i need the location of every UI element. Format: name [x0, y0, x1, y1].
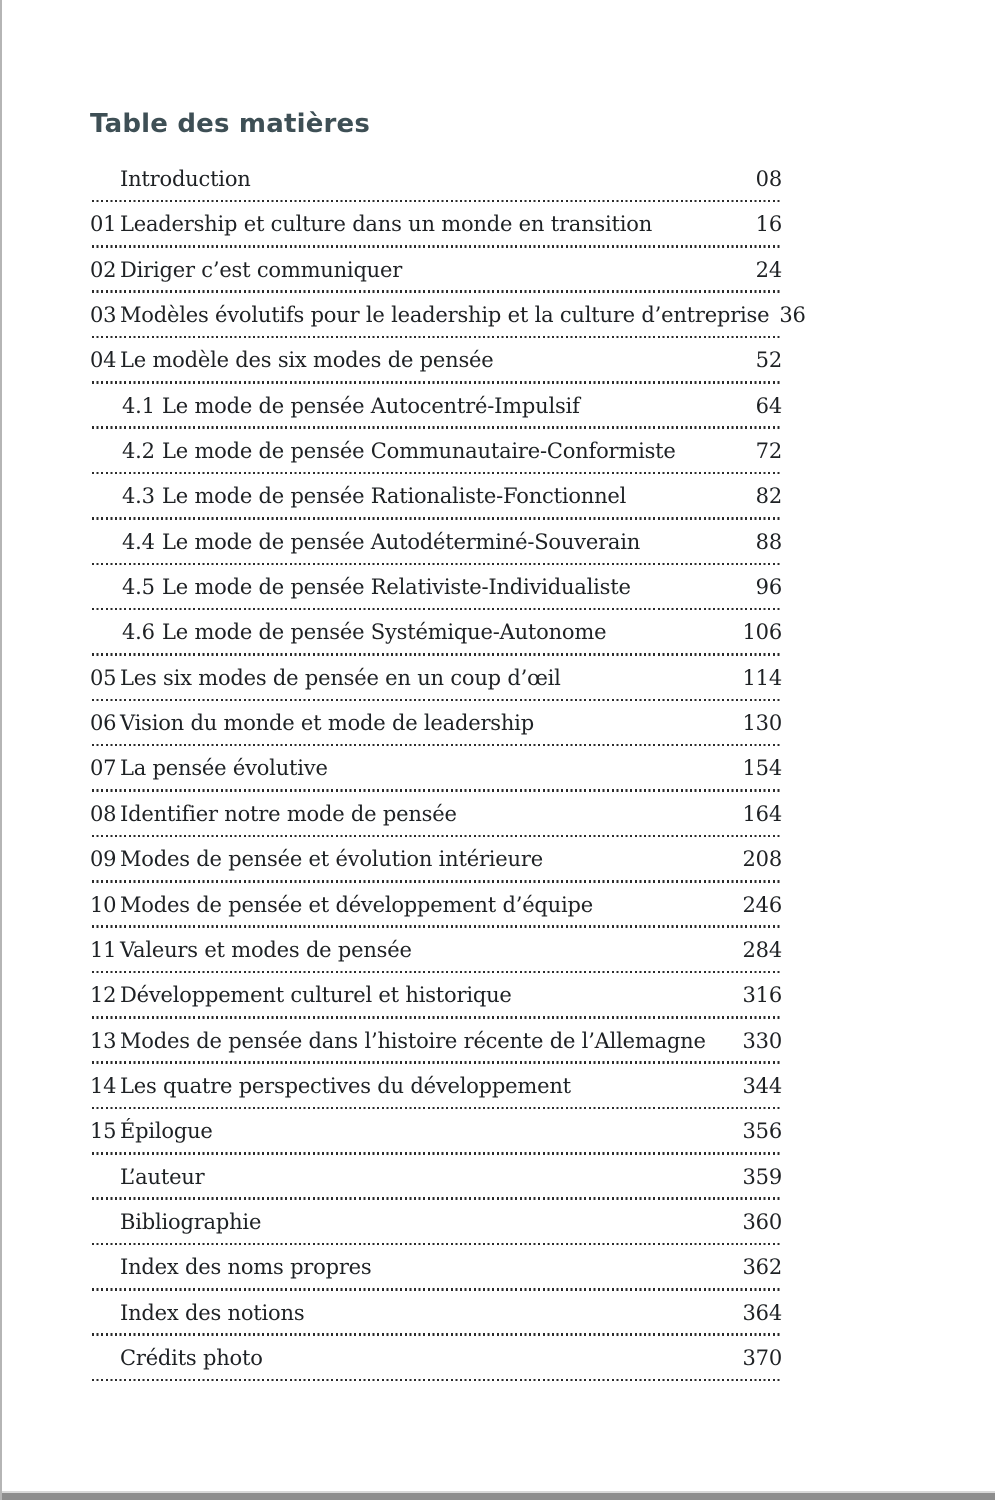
toc-entry-page: 36: [779, 303, 806, 328]
toc-entry-label: Le mode de pensée Relativiste-Individualiste: [162, 575, 631, 600]
toc-row[interactable]: [90, 294, 806, 339]
toc-entry-page: 24: [755, 257, 782, 282]
toc-entry-page: 356: [742, 1119, 782, 1144]
toc-entry-line: [90, 1301, 782, 1325]
toc-entry-label: Bibliographie: [120, 1209, 262, 1234]
dotted-leader: [92, 1061, 782, 1064]
toc-entry-page: 72: [755, 439, 782, 464]
toc-entry-label: Modes de pensée et évolution intérieure: [120, 847, 543, 872]
toc-entry-line: [90, 802, 782, 826]
toc-row[interactable]: [90, 1110, 782, 1155]
toc-entry-label: Leadership et culture dans un monde en transition: [120, 212, 653, 237]
toc-entry-line: [90, 938, 782, 962]
toc-entry-number: 08: [90, 801, 117, 826]
toc-entry-page: 364: [742, 1300, 782, 1325]
toc-entry-label: Modes de pensée dans l’histoire récente de l’Allemagne: [120, 1028, 706, 1053]
dotted-leader: [92, 1107, 782, 1110]
dotted-leader: [92, 1152, 782, 1155]
toc-row[interactable]: [90, 793, 782, 838]
toc-list: [90, 158, 806, 1382]
toc-entry-line: [90, 575, 782, 599]
toc-entry-line: [90, 1210, 782, 1234]
dotted-leader: [92, 1197, 782, 1200]
toc-entry-number: 02: [90, 257, 117, 282]
toc-entry-number: 06: [90, 711, 117, 736]
dotted-leader: [92, 744, 782, 747]
toc-row[interactable]: [90, 1201, 782, 1246]
toc-row[interactable]: [90, 521, 782, 566]
toc-entry-page: 52: [755, 348, 782, 373]
toc-entry-line: [90, 167, 782, 191]
toc-entry-number: 15: [90, 1119, 117, 1144]
dotted-leader: [92, 381, 782, 384]
toc-entry-page: 360: [742, 1209, 782, 1234]
toc-entry-page: 208: [742, 847, 782, 872]
toc-entry-label: Le mode de pensée Rationaliste-Fonctionnel: [162, 484, 627, 509]
toc-entry-page: 16: [755, 212, 782, 237]
toc-entry-label: La pensée évolutive: [120, 756, 328, 781]
toc-entry-page: 316: [742, 983, 782, 1008]
dotted-leader: [92, 290, 782, 293]
toc-row[interactable]: [90, 702, 782, 747]
dotted-leader: [92, 971, 782, 974]
bottom-window-edge: [2, 1491, 995, 1500]
toc-entry-label: Les quatre perspectives du développement: [120, 1073, 571, 1098]
dotted-leader: [92, 200, 782, 203]
dotted-leader: [92, 789, 782, 792]
dotted-leader: [92, 608, 782, 611]
toc-entry-page: 106: [742, 620, 782, 645]
dotted-leader: [92, 245, 782, 248]
toc-entry-page: 82: [755, 484, 782, 509]
dotted-leader: [92, 563, 782, 566]
toc-entry-page: 164: [742, 801, 782, 826]
toc-entry-label: Diriger c’est communiquer: [120, 257, 403, 282]
dotted-leader: [92, 517, 782, 520]
toc-entry-page: 88: [755, 529, 782, 554]
toc-entry-label: Valeurs et modes de pensée: [120, 937, 412, 962]
toc-row[interactable]: [90, 838, 782, 883]
toc-entry-label: Vision du monde et mode de leadership: [120, 711, 534, 736]
toc-entry-label: Le mode de pensée Systémique-Autonome: [162, 620, 607, 645]
toc-row[interactable]: [90, 929, 782, 974]
toc-entry-label: Modes de pensée et développement d’équipe: [120, 892, 593, 917]
toc-entry-line: [90, 439, 782, 463]
toc-row[interactable]: [90, 203, 782, 248]
toc-row[interactable]: [90, 158, 782, 203]
toc-entry-number: 13: [90, 1028, 117, 1053]
toc-entry-number: 09: [90, 847, 117, 872]
toc-row[interactable]: [90, 1020, 782, 1065]
toc-entry-line: [90, 348, 782, 372]
toc-entry-label: Introduction: [120, 167, 251, 191]
toc-row[interactable]: [90, 611, 782, 656]
toc-entry-page: 330: [742, 1028, 782, 1053]
toc-entry-number: 05: [90, 665, 117, 690]
dotted-leader: [92, 426, 782, 429]
toc-entry-page: 96: [755, 575, 782, 600]
toc-entry-number: 4.2: [122, 439, 155, 464]
toc-entry-line: [90, 1255, 782, 1279]
toc-entry-label: Épilogue: [120, 1119, 213, 1144]
toc-entry-number: 4.5: [122, 575, 155, 600]
dotted-leader: [92, 1016, 782, 1019]
toc-row[interactable]: [90, 475, 782, 520]
toc-entry-label: Le mode de pensée Autodéterminé-Souverain: [162, 529, 641, 554]
toc-entry-label: Identifier notre mode de pensée: [120, 801, 457, 826]
toc-entry-page: 344: [742, 1073, 782, 1098]
toc-entry-line: [90, 530, 782, 554]
dotted-leader: [92, 925, 782, 928]
toc-entry-label: L’auteur: [120, 1164, 205, 1189]
toc-row[interactable]: [90, 339, 782, 384]
toc-entry-number: 4.1: [122, 393, 155, 418]
toc-entry-page: 130: [742, 711, 782, 736]
toc-entry-line: [90, 1346, 782, 1370]
toc-row[interactable]: [90, 1156, 782, 1201]
toc-row[interactable]: [90, 1065, 782, 1110]
toc-row[interactable]: [90, 657, 782, 702]
toc-entry-page: 359: [742, 1164, 782, 1189]
toc-entry-page: 64: [755, 393, 782, 418]
toc-entry-line: [90, 711, 782, 735]
dotted-leader: [92, 699, 782, 702]
toc-entry-label: Le mode de pensée Communautaire-Conformiste: [162, 439, 676, 464]
dotted-leader: [92, 1379, 782, 1382]
toc-row[interactable]: [90, 1292, 782, 1337]
toc-row[interactable]: [90, 974, 782, 1019]
toc-row[interactable]: [90, 1246, 782, 1291]
toc-entry-page: 114: [742, 665, 782, 690]
toc-row[interactable]: [90, 1337, 782, 1382]
toc-entry-label: Les six modes de pensée en un coup d’œil: [120, 665, 561, 690]
toc-entry-line: [90, 258, 782, 282]
toc-entry-line: [90, 983, 782, 1007]
toc-entry-label: Modèles évolutifs pour le leadership et la culture d’entreprise: [120, 303, 770, 328]
dotted-leader: [92, 1288, 782, 1291]
toc-entry-line: [90, 394, 782, 418]
toc-entry-number: 04: [90, 348, 117, 373]
toc-entry-number: 4.4: [122, 529, 155, 554]
toc-entry-number: 4.6: [122, 620, 155, 645]
toc-entry-number: 03: [90, 303, 117, 328]
toc-entry-page: 370: [742, 1345, 782, 1370]
toc-entry-line: [90, 1119, 782, 1143]
toc-entry-page: 246: [742, 892, 782, 917]
toc-content: [90, 109, 806, 1382]
toc-entry-line: [90, 847, 782, 871]
toc-row[interactable]: [90, 566, 782, 611]
toc-row[interactable]: [90, 884, 782, 929]
toc-entry-label: Le modèle des six modes de pensée: [120, 348, 494, 373]
toc-entry-number: 10: [90, 892, 117, 917]
toc-entry-number: 14: [90, 1073, 117, 1098]
toc-entry-line: [90, 1029, 782, 1053]
dotted-leader: [92, 1333, 782, 1336]
toc-entry-number: 12: [90, 983, 117, 1008]
toc-entry-line: [90, 484, 782, 508]
toc-entry-line: [90, 303, 806, 328]
toc-row[interactable]: [90, 430, 782, 475]
toc-entry-label: Crédits photo: [120, 1345, 263, 1370]
toc-entry-label: Le mode de pensée Autocentré-Impulsif: [162, 393, 580, 418]
page-title: Table des matières: [90, 109, 371, 139]
dotted-leader: [92, 835, 782, 838]
toc-entry-line: [90, 756, 782, 780]
toc-entry-page: 284: [742, 937, 782, 962]
toc-row[interactable]: [90, 249, 782, 294]
toc-row[interactable]: [90, 385, 782, 430]
dotted-leader: [92, 653, 782, 656]
toc-entry-number: 01: [90, 212, 117, 237]
toc-entry-number: 11: [90, 937, 117, 962]
toc-entry-label: Index des notions: [120, 1300, 305, 1325]
toc-entry-line: [90, 620, 782, 644]
toc-entry-line: [90, 212, 782, 236]
dotted-leader: [92, 472, 782, 475]
toc-entry-number: 07: [90, 756, 117, 781]
dotted-leader: [92, 1243, 782, 1246]
toc-entry-page: 08: [755, 167, 782, 191]
toc-entry-number: 4.3: [122, 484, 155, 509]
toc-row[interactable]: [90, 747, 782, 792]
dotted-leader: [92, 336, 782, 339]
toc-entry-line: [90, 893, 782, 917]
toc-entry-line: [90, 1165, 782, 1189]
toc-entry-page: 154: [742, 756, 782, 781]
toc-entry-line: [90, 1074, 782, 1098]
dotted-leader: [92, 880, 782, 883]
toc-entry-line: [90, 666, 782, 690]
toc-entry-page: 362: [742, 1255, 782, 1280]
toc-entry-label: Index des noms propres: [120, 1255, 372, 1280]
toc-entry-label: Développement culturel et historique: [120, 983, 512, 1008]
